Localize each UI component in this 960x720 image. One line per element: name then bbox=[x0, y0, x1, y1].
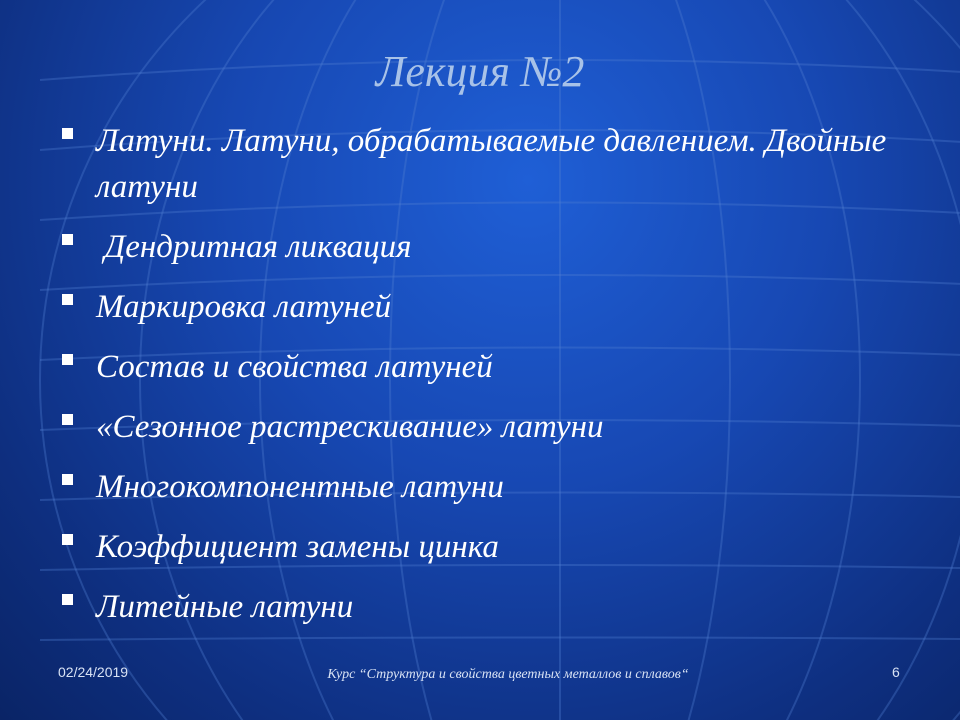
square-bullet-icon bbox=[62, 594, 73, 605]
square-bullet-icon bbox=[62, 474, 73, 485]
bullet-item-6 bbox=[58, 464, 918, 510]
bullet-text: Дендритная ликвация bbox=[96, 229, 412, 265]
square-bullet-icon bbox=[62, 294, 73, 305]
page-number: 6 bbox=[892, 664, 900, 680]
bullet-item-4 bbox=[58, 344, 918, 390]
bullet-item-5 bbox=[58, 404, 918, 450]
bullet-item-8 bbox=[58, 584, 918, 630]
bullet-text: Состав и свойства латуней bbox=[96, 349, 493, 385]
bullet-text: Многокомпонентные латуни bbox=[96, 469, 504, 505]
square-bullet-icon bbox=[62, 128, 73, 139]
square-bullet-icon bbox=[62, 234, 73, 245]
bullet-item-1 bbox=[58, 118, 918, 210]
bullet-item-3 bbox=[58, 284, 918, 330]
bullet-item-7 bbox=[58, 524, 918, 570]
bullet-text: Коэффициент замены цинка bbox=[96, 529, 499, 565]
square-bullet-icon bbox=[62, 354, 73, 365]
slide-title: Лекция №2 bbox=[375, 47, 585, 96]
square-bullet-icon bbox=[62, 414, 73, 425]
bullet-text: Литейные латуни bbox=[96, 589, 354, 625]
bullet-item-2 bbox=[58, 224, 918, 270]
footer-course-title: Курс “Структура и свойства цветных металлов и сплавов“ bbox=[327, 667, 689, 682]
bullet-text: Латуни. Латуни, обрабатываемые давлением. Двойные латуни bbox=[96, 123, 887, 205]
bullet-text: «Сезонное растрескивание» латуни bbox=[96, 409, 604, 445]
bullet-text: Маркировка латуней bbox=[96, 289, 392, 325]
bullet-list bbox=[58, 118, 918, 644]
footer-date: 02/24/2019 bbox=[58, 664, 129, 680]
square-bullet-icon bbox=[62, 534, 73, 545]
